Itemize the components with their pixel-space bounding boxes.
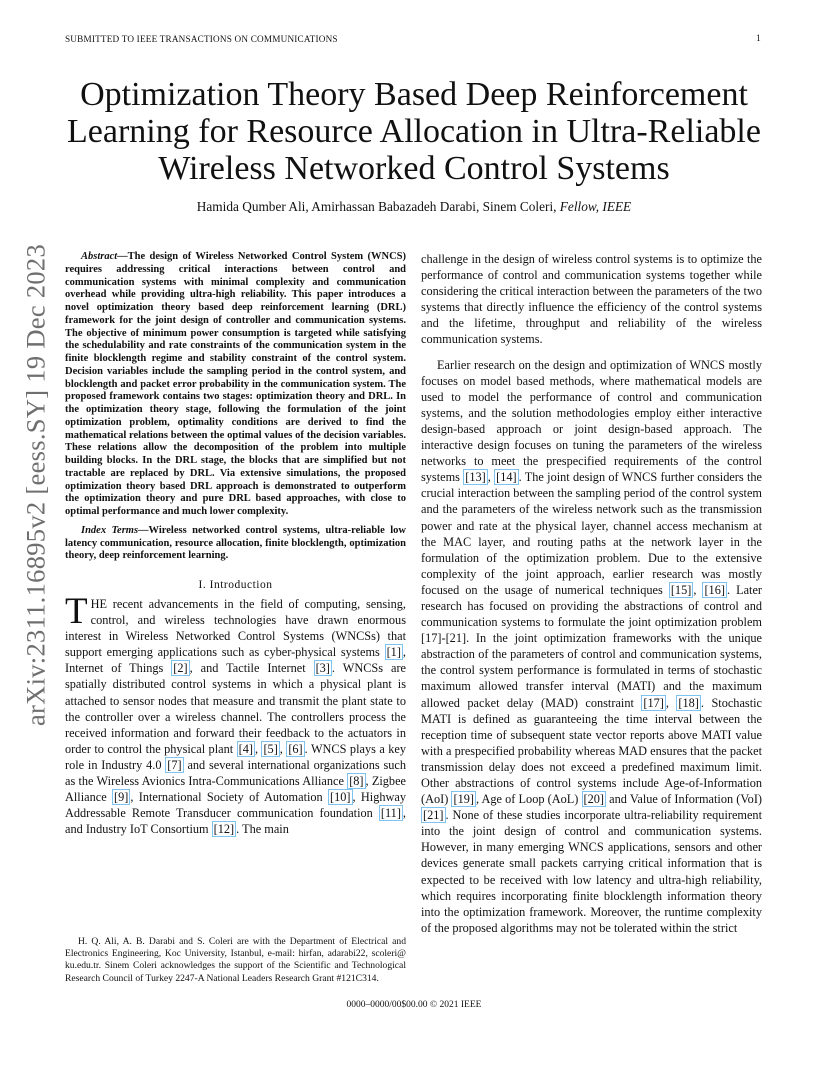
citation-link[interactable]: [4]: [238, 741, 253, 756]
citation-link[interactable]: [9]: [113, 790, 129, 805]
text-run: . WNCS plays a key role in Industry 4.0: [65, 741, 406, 772]
citation-link[interactable]: [14]: [496, 470, 517, 485]
text-run: , Age of Loop (AoL): [475, 792, 582, 807]
text-run: HE recent advancements in the field of computing, sensing, control, and wireless technologies have drawn enormous interest in Wireless Networked Control Systems (WNCSs) that support emerging applications such as cyber-physical systems: [65, 597, 406, 660]
citation-link[interactable]: [15]: [670, 582, 692, 597]
drop-cap: T: [65, 591, 88, 632]
text-run: ,: [665, 695, 677, 710]
citation-link[interactable]: [13]: [465, 470, 486, 485]
running-header: SUBMITTED TO IEEE TRANSACTIONS ON COMMUNICATIONS: [65, 34, 338, 44]
citation-link[interactable]: [16]: [704, 582, 725, 597]
citation-link[interactable]: [21]: [423, 808, 444, 823]
citation-link[interactable]: [19]: [453, 792, 474, 807]
text-run: and several international organizations such as the Wireless Avionics Intra-Communications Alliance: [65, 757, 406, 789]
text-run: . None of these studies incorporate ultra-reliability requirement into the joint design of control and communication systems. However, in many emerging WNCS applications, sensors and other devices generate small packets carrying critical information that is expected to be received with low latency and ultra-high reliability, which requires incorporating finite blocklength information theory into the optimization framework. Moreover, the runtime complexity of the proposed algorithms may not be tolerated within the strict: [421, 808, 762, 935]
text-run: , Highway Addressable Remote Transducer communication foundation: [65, 790, 407, 821]
citation-link[interactable]: [10]: [330, 790, 351, 805]
text-run: . Stochastic MATI is defined as guaranteeing the time interval between the reception time of subsequent state vector reports above MATI value with a prespecified probability whereas MAD ensures that the packet transmission delay does not exceed a predefined maximum limit. Other abstractions of control systems include Age-of-Information (AoI): [421, 695, 762, 807]
citation-link[interactable]: [6]: [288, 741, 303, 756]
paper-title: Optimization Theory Based Deep Reinforcement Learning for Resource Allocation in Ultra-Reliable Wireless Networked Control Systems: [67, 76, 761, 187]
text-run: and Value of Information (VoI): [606, 792, 763, 807]
citation-link[interactable]: [7]: [167, 757, 182, 772]
citation-link[interactable]: [5]: [263, 741, 278, 756]
text-run: , Zigbee Alliance: [65, 774, 406, 805]
index-terms-label: Index Terms: [81, 524, 139, 536]
author-line: [60, 199, 768, 215]
citation-link[interactable]: [11]: [380, 806, 401, 821]
arxiv-stamp: [13, 243, 59, 727]
text-run: , Internet of Things: [65, 645, 406, 676]
author-names: Hamida Qumber Ali, Amirhassan Babazadeh Darabi, Sinem Coleri,: [196, 199, 557, 214]
intro-paragraph-1: [65, 591, 407, 837]
abstract-label: Abstract: [81, 251, 118, 262]
arxiv-identifier: arXiv:2311.16895v2 [eess.SY] 19 Dec 2023: [20, 243, 51, 727]
abstract: [65, 251, 406, 519]
text-run: ,: [693, 582, 703, 597]
page-number: 1: [756, 34, 761, 44]
citation-link[interactable]: [17]: [643, 695, 664, 710]
citation-link[interactable]: [8]: [349, 774, 364, 789]
abstract-text: —The design of Wireless Networked Control System (WNCS) requires addressing critical interactions between control and communication systems with minimal complexity and communication overhead while providing ultra-high reliability. This paper introduces a novel optimization theory based deep reinforcement learning (DRL) framework for the joint design of controller and communication systems. The objective of minimum power consumption is targeted while satisfying the schedulability and rate constraints of the communication system in the finite blocklength regime and stability constraint of the control system. Decision variables include the sampling period in the control system, and blocklength and packet error probability in the communication system. The proposed framework contains two stages: optimization theory and DRL. In the optimization theory stage, following the formulation of the joint optimization problem, optimality conditions are derived to find the mathematical relations between the optimal values of the decision variables. These relations allow the decomposition of the problem into multiple building blocks. In the DRL stage, the blocks that are simplified but not tractable are replaced by DRL. Via extensive simulations, the proposed optimization theory based DRL approach is demonstrated to outperform the optimization theory and pure DRL based approaches, with close to optimal performance and much lower complexity.: [65, 251, 406, 517]
copyright-notice: 0000–0000/00$00.00 © 2021 IEEE: [346, 1000, 482, 1010]
citation-link[interactable]: [1]: [386, 645, 401, 660]
citation-link[interactable]: [20]: [583, 792, 605, 807]
text-run: . WNCSs are spatially distributed control systems in which a physical plant is attached to sensor nodes that measure and transmit the plant state to the controller over a wireless channel. The controllers process the received information and forward their feedback to the actuators in order to control the physical plant: [65, 661, 406, 756]
citation-link[interactable]: [12]: [213, 822, 235, 837]
text-run: ,: [487, 470, 495, 485]
text-run: . Later research has focused on providing the abstractions of control and communication systems to formulate the joint optimization problem [17]-[21]. In the joint optimization frameworks with the unique abstraction of the parameters of control and communication systems, the control system performance is formulated in terms of stochastic maximum allowed transfer interval (MATI) and the maximum allowed packet delay (MAD) constraint: [421, 582, 763, 710]
left-column: [65, 251, 406, 837]
text-run: ,: [254, 741, 262, 756]
text-run: ,: [279, 741, 287, 756]
text-run: . The joint design of WNCS further considers the crucial interaction between the sampling period of the control system and the parameters of the wireless network such as the transmission power and rate at the physical layer, channel access mechanism at the MAC layer, and routing paths at the network layer in the formulation of the optimization problem. Due to the extensive complexity of the joint approach, earlier research was mostly focused on the usage of numerical techniques: [421, 470, 762, 597]
text-run: , International Society of Automation: [130, 790, 329, 805]
author-role: Fellow, IEEE: [559, 199, 632, 214]
citation-link[interactable]: [18]: [678, 695, 699, 710]
intro-paragraph-1-continued: challenge in the design of wireless control systems is to optimize the performance of control and communication systems together while considering the critical interaction between the parameters of the two systems that directly influence the efficiency of the control systems and the lifetime, throughput and reliability of the wireless communication systems.: [421, 252, 762, 347]
intro-paragraph-2: [421, 357, 762, 936]
text-run: , and Industry IoT Consortium: [65, 806, 406, 837]
citation-link[interactable]: [2]: [173, 661, 188, 676]
text-run: , and Tactile Internet: [189, 661, 314, 676]
citation-link[interactable]: [3]: [315, 661, 330, 676]
index-terms: [65, 525, 406, 563]
section-heading: I. Introduction: [198, 579, 273, 591]
text-run: Earlier research on the design and optimization of WNCS mostly focuses on model based methods, where mathematical models are used to model the performance of control and communication systems, and the solution methodologies employ either interactive design-based approach or joint design-based approach. The interactive design focuses on tuning the parameters of the wireless networks to meet the prespecified requirements of the control systems: [421, 357, 762, 485]
index-terms-text: —Wireless networked control systems, ultra-reliable low latency communication, resource allocation, finite blocklength, optimization theory, deep reinforcement learning.: [65, 524, 406, 562]
right-column: [421, 251, 762, 936]
text-run: . The main: [236, 822, 289, 837]
author-footnote: H. Q. Ali, A. B. Darabi and S. Coleri are with the Department of Electrical and Electronics Engineering, Koc University, Istanbul, e-mail: hirfan, adarabi22, scoleri@ ku.edu.tr. Sinem Coleri acknowledges the support of the Scientific and Technological Research Council of Turkey 2247-A National Leaders Research Grant #121C314.: [65, 936, 406, 984]
